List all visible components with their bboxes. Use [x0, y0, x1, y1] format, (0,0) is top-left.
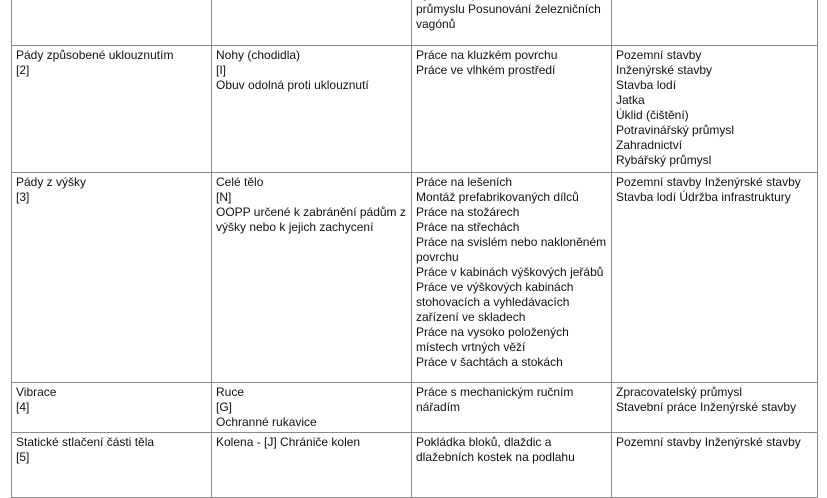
cell-line: průmyslu Posunování železničních vagónů — [416, 2, 601, 31]
sector-item: Zpracovatelský průmysl — [616, 385, 743, 399]
activity-item: Práce na svislém nebo nakloněném povrchu — [416, 235, 607, 264]
sectors-cell — [612, 433, 818, 498]
table-row — [12, 383, 818, 433]
ppe-type: Obuv odolná proti uklouznutí — [216, 78, 369, 92]
activity-item: Práce v kabinách výškových jeřábů — [416, 265, 604, 279]
table-row — [12, 0, 818, 46]
activity-item: Pokládka bloků, dlaždic a dlažebních kostek na podlahu — [416, 435, 575, 464]
activity-item: Práce na lešeních — [416, 175, 513, 189]
body-part-name: Nohy (chodidla) — [216, 48, 301, 62]
sector-item: Pozemní stavby Inženýrské stavby Stavba lodí Údržba infrastruktury — [616, 175, 801, 204]
hazard-cell — [12, 46, 212, 173]
sector-item: Potravinářský průmysl — [616, 123, 735, 137]
body-part-cell — [212, 46, 412, 173]
hazard-cell — [12, 0, 212, 46]
activity-item: Práce s mechanickým ručním nářadím — [416, 385, 574, 414]
activity-item: Práce ve výškových kabinách stohovacích a vyhledávacích zařízení ve skladech — [416, 280, 574, 324]
sector-item: Pozemní stavby — [616, 48, 702, 62]
activity-item: Práce v šachtách a stokách — [416, 355, 563, 369]
activity-item: Práce na stožárech — [416, 205, 520, 219]
sectors-cell — [612, 46, 818, 173]
activity-item: Práce na střechách — [416, 220, 520, 234]
hazard-code: [5] — [16, 450, 30, 464]
body-part-cell — [212, 383, 412, 433]
body-part-and-ppe: Kolena - [J] Chrániče kolen — [216, 435, 361, 449]
body-part-name: Celé tělo — [216, 175, 264, 189]
activity-item: Práce ve vlhkém prostředí — [416, 63, 556, 77]
body-part-cell — [212, 173, 412, 383]
hazard-name: Vibrace — [16, 385, 57, 399]
activities-cell — [412, 433, 612, 498]
hazard-cell — [12, 383, 212, 433]
body-part-code: [G] — [216, 400, 233, 414]
hazard-cell — [12, 433, 212, 498]
activities-cell — [412, 0, 612, 46]
body-part-cell — [212, 0, 412, 46]
ppe-type: OOPP určené k zabránění pádům z výšky nebo k jejich zachycení — [216, 205, 406, 234]
hazard-name: Pády z výšky — [16, 175, 87, 189]
body-part-code: [I] — [216, 63, 227, 77]
sectors-cell — [612, 383, 818, 433]
hazard-code: [4] — [16, 400, 30, 414]
ppe-risk-table — [11, 0, 818, 498]
table-row — [12, 46, 818, 173]
hazard-code: [2] — [16, 63, 30, 77]
body-part-cell — [212, 433, 412, 498]
activity-item: Montáž prefabrikovaných dílců — [416, 190, 579, 204]
sector-item: Jatka — [616, 93, 645, 107]
hazard-code: [3] — [16, 190, 30, 204]
activity-item: Práce na kluzkém povrchu — [416, 48, 558, 62]
hazard-cell — [12, 173, 212, 383]
ppe-type: Ochranné rukavice — [216, 415, 317, 429]
body-part-name: Ruce — [216, 385, 245, 399]
sector-item: Úklid (čištění) — [616, 108, 689, 122]
hazard-name: Statické stlačení části těla — [16, 435, 155, 449]
sectors-cell — [612, 0, 818, 46]
activities-cell — [412, 46, 612, 173]
sector-item: Stavba lodí — [616, 78, 677, 92]
activity-item: Práce na vysoko položených místech vrtných věží — [416, 325, 569, 354]
hazard-name: Pády způsobené uklouznutím — [16, 48, 174, 62]
table-row — [12, 173, 818, 383]
body-part-code: [N] — [216, 190, 232, 204]
sector-item: Rybářský průmysl — [616, 153, 712, 167]
sectors-cell — [612, 173, 818, 383]
sector-item: Pozemní stavby Inženýrské stavby — [616, 435, 801, 449]
activities-cell — [412, 383, 612, 433]
activities-cell — [412, 173, 612, 383]
sector-item: Zahradnictví — [616, 138, 683, 152]
sector-item: Stavební práce Inženýrské stavby — [616, 400, 797, 414]
sector-item: Inženýrské stavby — [616, 63, 713, 77]
table-row — [12, 433, 818, 498]
